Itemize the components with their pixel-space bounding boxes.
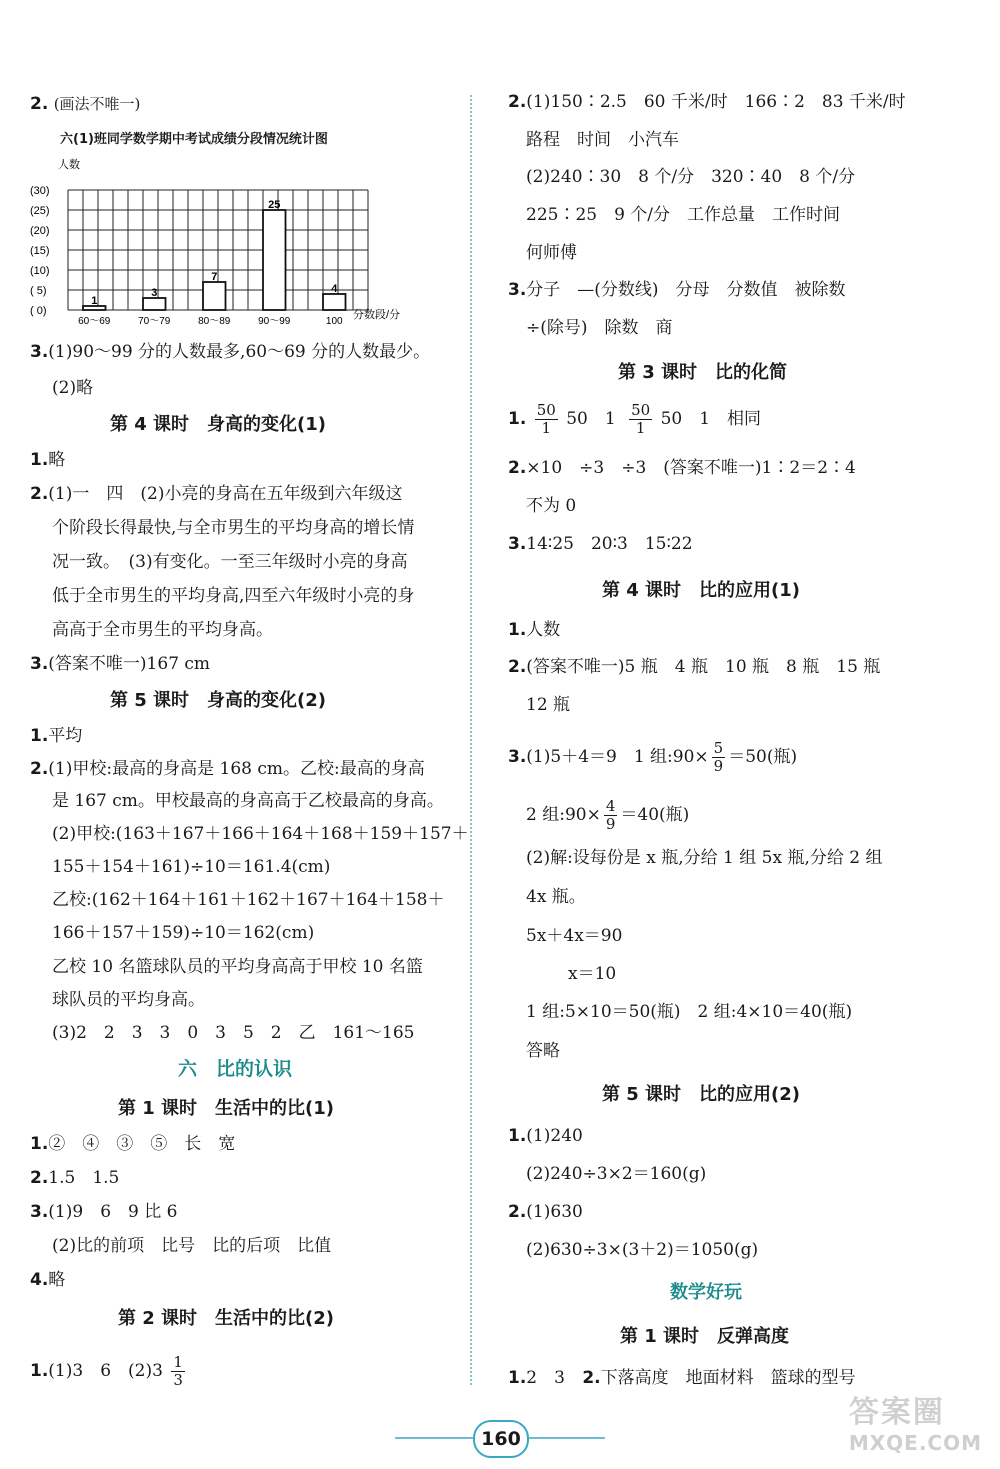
- lesson-heading: 第 3 课时 比的化简: [618, 362, 788, 383]
- answer-text: 乙校:(162＋164＋161＋162＋167＋164＋158＋: [52, 890, 445, 910]
- answer-text: 乙校 10 名篮球队员的平均身高高于甲校 10 名篮: [52, 957, 423, 977]
- answer-text: (1)3 6 (2)3: [48, 1361, 163, 1381]
- answer-text: (1)9 6 9 比 6: [48, 1202, 178, 1222]
- bar-value-label: 7: [211, 271, 218, 283]
- answer-line: [508, 618, 560, 642]
- answer-text: (2)略: [52, 378, 94, 398]
- x-tick-label: 60～69: [78, 316, 111, 327]
- answer-text: 平均: [48, 726, 83, 746]
- bar-value-label: 25: [268, 199, 281, 211]
- answer-text: (2)比的前项 比号 比的后项 比值: [52, 1236, 332, 1256]
- answer-line: [30, 1268, 65, 1292]
- answer-text: 个阶段长得最快,与全市男生的平均身高的增长情: [52, 518, 415, 538]
- answer-text: 50 1: [566, 409, 616, 429]
- fraction-denominator: 9: [713, 757, 724, 775]
- answer-text: (1)150∶2.5 60 千米/时 166∶2 83 千米/时: [526, 92, 906, 112]
- answer-text: (答案不唯一)167 cm: [48, 654, 211, 674]
- question-number: 1.: [30, 726, 49, 746]
- fraction-numerator: 4: [605, 797, 616, 815]
- y-tick-label: ( 5): [30, 285, 47, 297]
- answer-line: [30, 652, 210, 676]
- question-number: 1.: [508, 1126, 527, 1146]
- answer-line: [508, 655, 880, 679]
- y-tick-label: (10): [30, 265, 50, 277]
- question-number: 1.: [508, 620, 527, 640]
- question-number: 3.: [508, 534, 527, 554]
- answer-text: 50 1 相同: [660, 409, 762, 429]
- y-tick-label: ( 0): [30, 305, 47, 317]
- answer-line: [508, 1200, 583, 1224]
- answer-line: [508, 1366, 856, 1390]
- bar: [143, 298, 166, 310]
- answer-text: 5x＋4x＝90: [526, 926, 623, 946]
- answer-text: 2 3: [526, 1368, 565, 1388]
- answer-text: 高高于全市男生的平均身高。: [52, 620, 273, 640]
- answer-text: ＝50(瓶): [728, 747, 798, 767]
- fraction-denominator: 1: [541, 419, 552, 437]
- answer-line: [508, 532, 693, 556]
- q2-note: (画法不唯一): [53, 95, 141, 113]
- x-tick-label: 80～89: [198, 316, 231, 327]
- y-tick-label: (20): [30, 225, 50, 237]
- lesson-heading: 第 1 课时 生活中的比(1): [118, 1098, 335, 1119]
- answer-text: 2 组:90×: [526, 805, 601, 825]
- y-tick-label: (15): [30, 245, 50, 257]
- question-number: 2.: [582, 1368, 601, 1388]
- answer-text: 路程 时间 小汽车: [526, 130, 679, 150]
- answer-text: 14∶25 20∶3 15∶22: [526, 534, 693, 554]
- fraction-numerator: 5: [713, 739, 724, 757]
- answer-text: 225∶25 9 个/分 工作总量 工作时间: [526, 205, 841, 225]
- answer-text: 不为 0: [526, 496, 577, 516]
- question-number: 1.: [30, 1134, 49, 1154]
- watermark: [849, 1387, 982, 1455]
- answer-text: (1)甲校:最高的身高是 168 cm。乙校:最高的身高: [48, 759, 425, 779]
- question-number: 3.: [30, 1202, 49, 1222]
- q3-line: [30, 340, 430, 364]
- answer-text: (2)解:设每份是 x 瓶,分给 1 组 5x 瓶,分给 2 组: [526, 848, 883, 868]
- answer-text: (1)240: [526, 1126, 583, 1146]
- lesson-heading: 第 1 课时 反弹高度: [620, 1326, 790, 1347]
- answer-text: ÷(除号) 除数 商: [526, 318, 673, 338]
- x-tick-label: 70～79: [138, 316, 171, 327]
- y-tick-label: (25): [30, 205, 50, 217]
- answer-line: [30, 1132, 235, 1156]
- answer-line: [30, 757, 425, 781]
- chart-title: 六(1)班同学数学期中考试成绩分段情况统计图: [60, 132, 328, 147]
- fraction-numerator: 50: [536, 401, 556, 419]
- answer-line: [30, 448, 65, 472]
- answer-line: [508, 740, 797, 775]
- answer-text: (答案不唯一)5 瓶 4 瓶 10 瓶 8 瓶 15 瓶: [526, 657, 881, 677]
- fraction-numerator: 1: [173, 1353, 183, 1371]
- question-number: 2.: [508, 657, 527, 677]
- answer-text: 人数: [526, 620, 561, 640]
- lesson-heading: 第 4 课时 比的应用(1): [602, 580, 801, 601]
- answer-text: 4x 瓶。: [526, 887, 586, 907]
- answer-line: [30, 1166, 119, 1190]
- fraction: [604, 798, 618, 833]
- bar: [263, 210, 286, 310]
- fraction-denominator: 9: [605, 815, 616, 833]
- bar: [323, 294, 346, 310]
- answer-text: (3)2 2 3 3 0 3 5 2 乙 161～165: [52, 1023, 415, 1043]
- answer-text: ② ④ ③ ⑤ 长 宽: [48, 1134, 236, 1154]
- question-number: 1.: [30, 1361, 49, 1381]
- x-tick-label: 90～99: [258, 316, 291, 327]
- question-number: 1.: [508, 409, 527, 429]
- answer-text: 答略: [526, 1041, 560, 1061]
- lesson-heading: 第 2 课时 生活中的比(2): [118, 1308, 335, 1329]
- answer-line: [526, 798, 689, 833]
- answer-text: (1)5＋4＝9 1 组:90×: [526, 747, 709, 767]
- lesson-heading: 第 5 课时 比的应用(2): [602, 1084, 801, 1105]
- x-tick-label: 100: [325, 316, 343, 327]
- answer-text: 是 167 cm。甲校最高的身高高于乙校最高的身高。: [52, 791, 444, 811]
- question-number: 3.: [30, 654, 49, 674]
- answer-line: [508, 90, 906, 114]
- question-number: 3.: [30, 342, 49, 362]
- answer-text: (2)630÷3×(3＋2)＝1050(g): [526, 1240, 759, 1260]
- answer-line: [30, 1200, 177, 1224]
- answer-line: [508, 402, 761, 437]
- answer-text: ＝40(瓶): [620, 805, 690, 825]
- answer-text: (2)240÷3×2＝160(g): [526, 1164, 707, 1184]
- answer-text: 下落高度 地面材料 篮球的型号: [600, 1368, 856, 1388]
- bar: [203, 282, 226, 310]
- x-axis-label: 分数段/分: [353, 309, 401, 321]
- answer-text: 况一致。 (3)有变化。一至三年级时小亮的身高: [52, 552, 408, 572]
- answer-text: x＝10: [568, 964, 617, 984]
- question-number: 2.: [30, 484, 49, 504]
- answer-text: (1)630: [526, 1202, 583, 1222]
- question-number: 2.: [508, 92, 527, 112]
- answer-text: (2)240∶30 8 个/分 320∶40 8 个/分: [526, 167, 856, 187]
- section-heading: 数学好玩: [670, 1282, 742, 1303]
- page-footer: [395, 1418, 605, 1458]
- question-number: 3.: [508, 280, 527, 300]
- fraction: [629, 402, 652, 437]
- answer-text: 低于全市男生的平均身高,四至六年级时小亮的身: [52, 586, 415, 606]
- answer-text: (1)90～99 分的人数最多,60～69 分的人数最少。: [48, 342, 431, 362]
- question-number: 4.: [30, 1270, 49, 1290]
- answer-text: 1 组:5×10＝50(瓶) 2 组:4×10＝40(瓶): [526, 1002, 853, 1022]
- watermark-url: MXQE.COM: [848, 1431, 982, 1455]
- column-divider: [470, 95, 472, 1385]
- answer-line: [508, 1124, 583, 1148]
- answer-line: [30, 1354, 188, 1389]
- lesson-heading: 第 4 课时 身高的变化(1): [110, 414, 327, 435]
- answer-line: [30, 482, 402, 506]
- lesson-heading: 第 5 课时 身高的变化(2): [110, 690, 327, 711]
- answer-text: 12 瓶: [526, 695, 571, 715]
- bar-value-label: 4: [331, 283, 338, 295]
- bar-chart: [28, 150, 458, 330]
- fraction: [171, 1354, 185, 1389]
- answer-text: (1)一 四 (2)小亮的身高在五年级到六年级这: [48, 484, 403, 504]
- fraction-denominator: 3: [173, 1371, 183, 1389]
- question-number: 2.: [508, 1202, 527, 1222]
- answer-text: 1.5 1.5: [48, 1168, 120, 1188]
- answer-text: 球队员的平均身高。: [52, 990, 205, 1010]
- fraction-numerator: 50: [631, 401, 651, 419]
- answer-line: [30, 724, 82, 748]
- page-number: 160: [473, 1420, 529, 1458]
- question-number: 3.: [508, 747, 527, 767]
- bar-value-label: 3: [151, 287, 158, 299]
- fraction: [712, 740, 726, 775]
- fraction-denominator: 1: [635, 419, 646, 437]
- answer-text: 略: [48, 450, 66, 470]
- answer-text: 166＋157＋159)÷10＝162(cm): [52, 923, 315, 943]
- question-number: 2.: [30, 1168, 49, 1188]
- question-number: 2.: [508, 458, 527, 478]
- answer-line: [508, 278, 846, 302]
- unit-heading: 六 比的认识: [178, 1058, 293, 1080]
- y-tick-label: (30): [30, 185, 50, 197]
- watermark-logo-text: 答案圈: [848, 1395, 945, 1430]
- question-number: 2.: [30, 759, 49, 779]
- question-number: 1.: [30, 450, 49, 470]
- question-number: 2.: [30, 94, 49, 114]
- question-number: 1.: [508, 1368, 527, 1388]
- answer-text: 略: [48, 1270, 66, 1290]
- answer-text: 何师傅: [526, 243, 577, 263]
- answer-line: [508, 456, 856, 480]
- answer-text: (2)甲校:(163＋167＋166＋164＋168＋159＋157＋: [52, 824, 469, 844]
- bar-value-label: 1: [91, 295, 98, 307]
- answer-text: ×10 ÷3 ÷3 (答案不唯一)1∶2＝2∶4: [526, 458, 856, 478]
- answer-text: 155＋154＋161)÷10＝161.4(cm): [52, 857, 331, 877]
- y-axis-label: 人数: [58, 159, 80, 171]
- answer-text: 分子 —(分数线) 分母 分数值 被除数: [526, 280, 846, 300]
- q2-line: [30, 92, 140, 116]
- fraction: [535, 402, 558, 437]
